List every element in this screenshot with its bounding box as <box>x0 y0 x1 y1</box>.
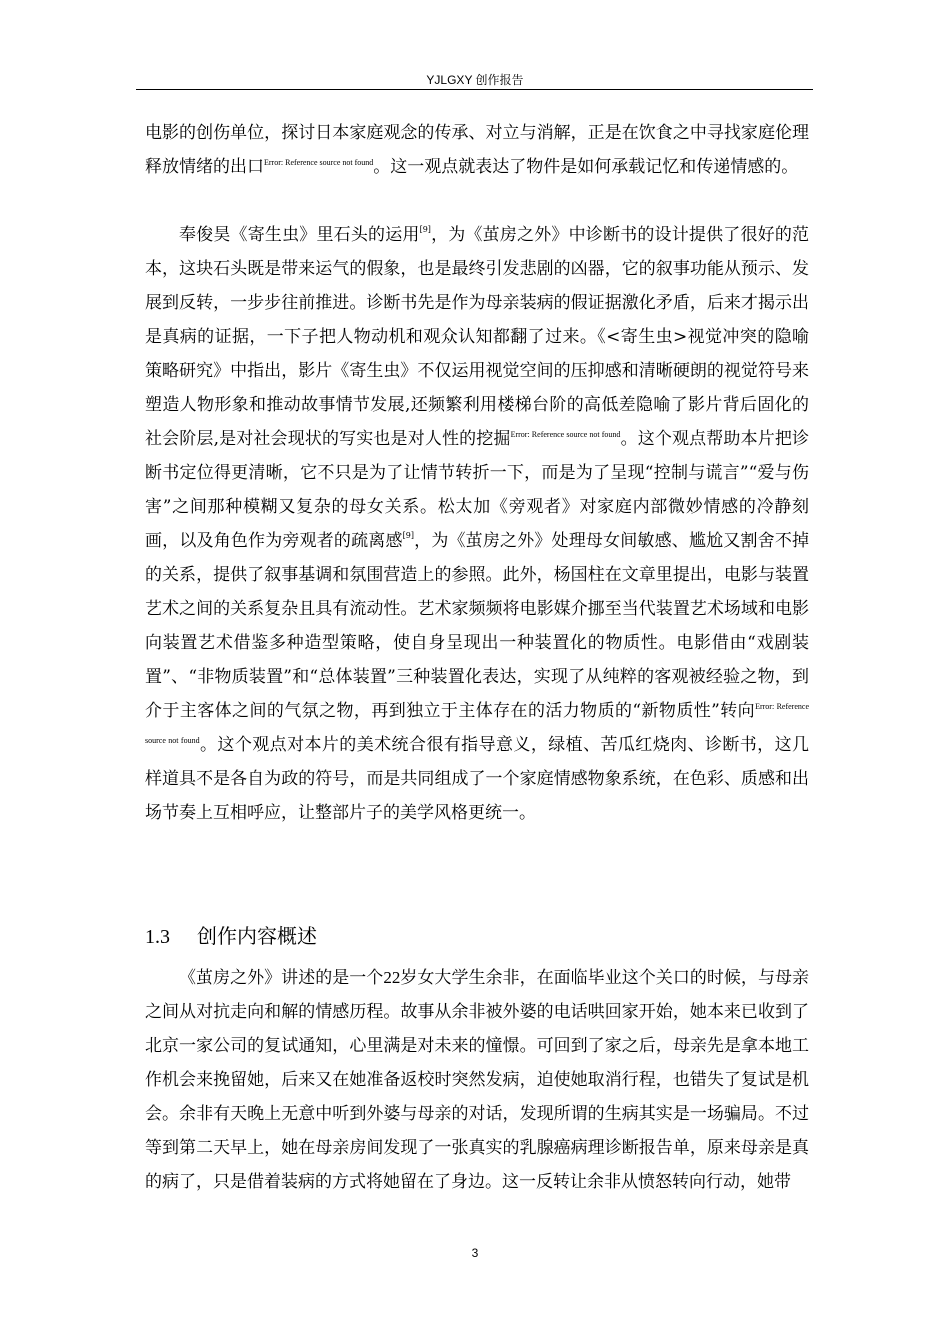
paragraph-2-text-b: ，为《茧房之外》中诊断书的设计提供了很好的范本，这块石头既是带来运气的假象，也是最终引发悲剧的凶器，它的叙事功能从预示、发展到反转，一步步往前推进。诊断书先是作为母亲装病的假证据激化矛盾，后来才揭示出是真病的证据，一下子把人物动机和观众认知都翻了过来。《<寄生虫>视觉冲突的隐喻策略研究》中指出，影片《寄生虫》不仅运用视觉空间的压抑感和清晰硬朗的视觉符号来塑造人物形象和推动故事情节发展,还频繁利用楼梯台阶的高低差隐喻了影片背后固化的社会阶层,是对社会现状的写实也是对人性的挖掘 <box>145 225 810 449</box>
reference-error: Error: Reference source not found <box>145 702 809 745</box>
paragraph-1-text-a: 电影的创伤单位，探讨日本家庭观念的传承、对立与消解，正是在饮食之中寻找家庭伦理释放情绪的出口 <box>145 123 809 177</box>
page-header-title: YJLGXY 创作报告 <box>426 73 524 87</box>
reference-error: Error: Reference source not found <box>264 158 374 167</box>
paragraph-2-text-c: 。这个观点帮助本片把诊断书定位得更清晰，它不只是为了让情节转折一下，而是为了呈现“控制与谎言”“爱与伤害”之间那种模糊又复杂的母女关系。松太加《旁观者》对家庭内部微妙情感的冷静刻画，以及角色作为旁观者的疏离感 <box>145 429 809 551</box>
section-number: 1.3 <box>145 926 170 948</box>
paragraph-2-text-e: 。这个观点对本片的美术统合很有指导意义，绿植、苦瓜红烧肉、诊断书，这几样道具不是各自为政的符号，而是共同组成了一个家庭情感物象系统，在色彩、质感和出场节奏上互相呼应，让整部片子的美学风格更统一。 <box>145 735 810 823</box>
header-divider <box>136 89 813 90</box>
paragraph-3 <box>145 961 809 1199</box>
paragraph-1-text-b: 。这一观点就表达了物件是如何承载记忆和传递情感的。 <box>373 157 799 177</box>
paragraph-2-text-d: ，为《茧房之外》处理母女间敏感、尴尬又割舍不掉的关系，提供了叙事基调和氛围营造上的参照。此外，杨国柱在文章里提出，电影与装置艺术之间的关系复杂且具有流动性。艺术家频频将电影媒介挪至当代装置艺术场域和电影向装置艺术借鉴多种造型策略，使自身呈现出一种装置化的物质性。电影借由“戏剧装置”、“非物质装置”和“总体装置”三种装置化表达，实现了从纯粹的客观被经验之物，到介于主客体之间的气氛之物，再到独立于主体存在的活力物质的“新物质性”转向 <box>145 531 810 721</box>
citation-marker: [9] <box>419 225 431 234</box>
paragraph-2 <box>145 218 809 830</box>
page-number: 3 <box>471 1246 479 1260</box>
paragraph-3-age: 22 <box>383 968 401 987</box>
paragraph-1 <box>145 116 809 184</box>
paragraph-3-text-a: 《茧房之外》讲述的是一个 <box>179 968 384 988</box>
reference-error: Error: Reference source not found <box>510 430 621 439</box>
section-heading <box>145 920 317 949</box>
paragraph-2-text-a: 奉俊昊《寄生虫》里石头的运用 <box>179 225 420 245</box>
paragraph-3-text-b: 岁女大学生余非，在面临毕业这个关口的时候，与母亲之间从对抗走向和解的情感历程。故事从余非被外婆的电话哄回家开始，她本来已收到了北京一家公司的复试通知，心里满是对未来的憧憬。可回到了家之后，母亲先是拿本地工作机会来挽留她，后来又在她准备返校时突然发病，迫使她取消行程，也错失了复试是机会。余非有天晚上无意中听到外婆与母亲的对话，发现所谓的生病其实是一场骗局。不过等到第二天早上，她在母亲房间发现了一张真实的乳腺癌病理诊断报告单，原来母亲是真的病了，只是借着装病的方式将她留在了身边。这一反转让余非从愤怒转向行动，她带 <box>145 968 810 1192</box>
section-title: 创作内容概述 <box>197 924 317 948</box>
citation-marker: [9] <box>402 531 414 540</box>
